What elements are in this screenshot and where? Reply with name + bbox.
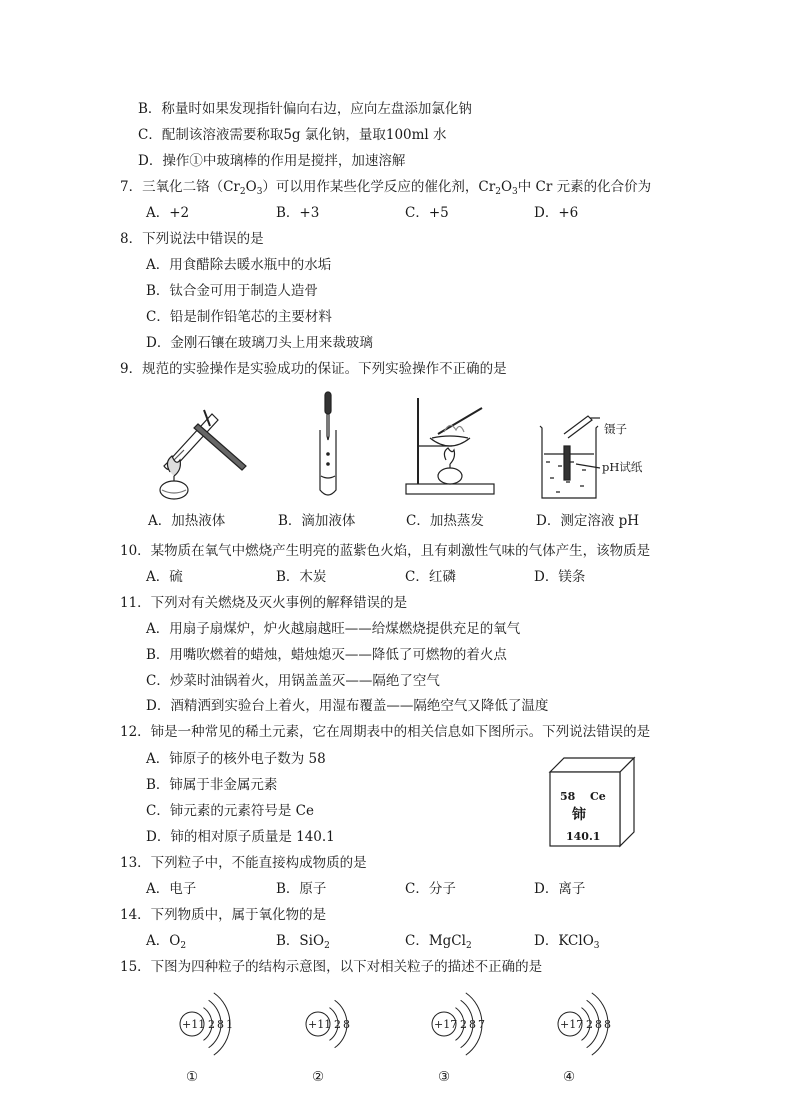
q14-option-b: B．SiO$_2$	[276, 933, 330, 951]
electron-count: 8	[604, 1018, 611, 1031]
q8-option-d: D．金刚石镶在玻璃刀头上用来裁玻璃	[146, 335, 373, 351]
ph-paper-label: pH试纸	[602, 460, 643, 474]
q6-option-b: B．称量时如果发现指针偏向右边，应向左盘添加氯化钠	[138, 101, 472, 117]
tweezers-label: 镊子	[604, 422, 627, 436]
element-mass: 140.1	[566, 830, 601, 843]
q12-stem: 12．铈是一种常见的稀土元素，它在周期表中的相关信息如下图所示。下列说法错误的是	[120, 724, 651, 740]
q11-option-d: D．酒精洒到实验台上着火，用湿布覆盖——隔绝空气又降低了温度	[146, 698, 549, 714]
q12-option-d: D．铈的相对原子质量是 140.1	[146, 829, 335, 845]
q11-stem: 11．下列对有关燃烧及灭火事例的解释错误的是	[120, 595, 408, 611]
electron-count: 7	[478, 1018, 485, 1031]
element-symbol: Ce	[590, 790, 606, 803]
q11-option-c: C．炒菜时油锅着火，用锅盖盖灭——隔绝了空气	[146, 673, 440, 689]
electron-count: 8	[595, 1018, 602, 1031]
q7-stem: 7．三氧化二铬$(Cr_2O_3)$可以用作某些化学反应的催化剂，$Cr_2O_3$中 Cr 元素的化合价为	[120, 179, 652, 197]
q12-option-c: C．铈元素的元素符号是 Ce	[146, 803, 314, 819]
q13-option-a: A．电子	[146, 881, 197, 897]
q10-option-c: C．红磷	[405, 569, 456, 585]
q10-stem: 10．某物质在氧气中燃烧产生明亮的蓝紫色火焰，且有刺激性气味的气体产生，该物质是	[120, 543, 651, 559]
q7-option-d: D．+6	[534, 205, 579, 221]
electron-count: 2	[460, 1018, 467, 1031]
particle-diagram-1	[180, 993, 233, 1055]
q9-caption-c: C．加热蒸发	[406, 513, 484, 529]
q10-option-d: D．镁条	[534, 569, 586, 585]
nucleus-charge: +17	[434, 1018, 458, 1031]
q8-option-c: C．铅是制作铅笔芯的主要材料	[146, 309, 332, 325]
particle-label-2: ②	[312, 1069, 325, 1085]
q8-stem: 8．下列说法中错误的是	[120, 231, 264, 247]
nucleus-charge: +11	[308, 1018, 332, 1031]
q7-option-a: A．+2	[146, 205, 190, 221]
electron-count: 8	[343, 1018, 350, 1031]
q8-option-b: B．钛合金可用于制造人造骨	[146, 283, 318, 299]
q8-option-a: A．用食醋除去暖水瓶中的水垢	[146, 257, 332, 273]
q14-stem: 14．下列物质中，属于氧化物的是	[120, 907, 327, 923]
q11-option-b: B．用嘴吹燃着的蜡烛，蜡烛熄灭——降低了可燃物的着火点	[146, 647, 507, 663]
electron-count: 2	[208, 1018, 215, 1031]
electron-count: 2	[586, 1018, 593, 1031]
q6-option-c: C．配制该溶液需要称取5g 氯化钠，量取100ml 水	[138, 127, 447, 143]
q10-option-a: A．硫	[146, 569, 183, 585]
particle-label-3: ③	[438, 1069, 451, 1085]
q12-option-a: A．铈原子的核外电子数为 58	[146, 751, 326, 767]
nucleus-charge: +11	[182, 1018, 206, 1031]
q7-option-b: B．+3	[276, 205, 320, 221]
q14-option-c: C．MgCl$_2$	[405, 933, 472, 951]
nucleus-charge: +17	[560, 1018, 584, 1031]
q13-option-d: D．离子	[534, 881, 586, 897]
electron-count: 2	[334, 1018, 341, 1031]
electron-count: 8	[217, 1018, 224, 1031]
q10-option-b: B．木炭	[276, 569, 327, 585]
electron-count: 8	[469, 1018, 476, 1031]
element-number: 58	[560, 790, 576, 803]
q11-option-a: A．用扇子扇煤炉，炉火越扇越旺——给煤燃烧提供充足的氧气	[146, 621, 521, 637]
element-name: 铈	[572, 807, 586, 823]
q9-caption-b: B．滴加液体	[278, 513, 356, 529]
q14-option-d: D．KClO$_3$	[534, 933, 600, 951]
q6-option-d: D．操作①中玻璃棒的作用是搅拌，加速溶解	[138, 153, 406, 169]
q13-option-c: C．分子	[405, 881, 456, 897]
electron-count: 1	[226, 1018, 233, 1031]
particle-diagram-2	[306, 1000, 350, 1048]
q9-caption-d: D．测定溶液 pH	[536, 513, 640, 529]
particle-label-1: ①	[186, 1069, 199, 1085]
q12-option-b: B．铈属于非金属元素	[146, 777, 278, 793]
q9-caption-a: A．加热液体	[148, 513, 226, 529]
particle-label-4: ④	[563, 1069, 576, 1085]
particle-diagram-3	[432, 993, 485, 1055]
q9-stem: 9．规范的实验操作是实验成功的保证。下列实验操作不正确的是	[120, 361, 507, 377]
q7-option-c: C．+5	[405, 205, 449, 221]
q15-stem: 15．下图为四种粒子的结构示意图，以下对相关粒子的描述不正确的是	[120, 959, 543, 975]
q13-stem: 13．下列粒子中，不能直接构成物质的是	[120, 855, 367, 871]
q14-option-a: A．$O_2$	[146, 933, 187, 951]
q13-option-b: B．原子	[276, 881, 327, 897]
particle-diagram-4	[558, 993, 611, 1055]
